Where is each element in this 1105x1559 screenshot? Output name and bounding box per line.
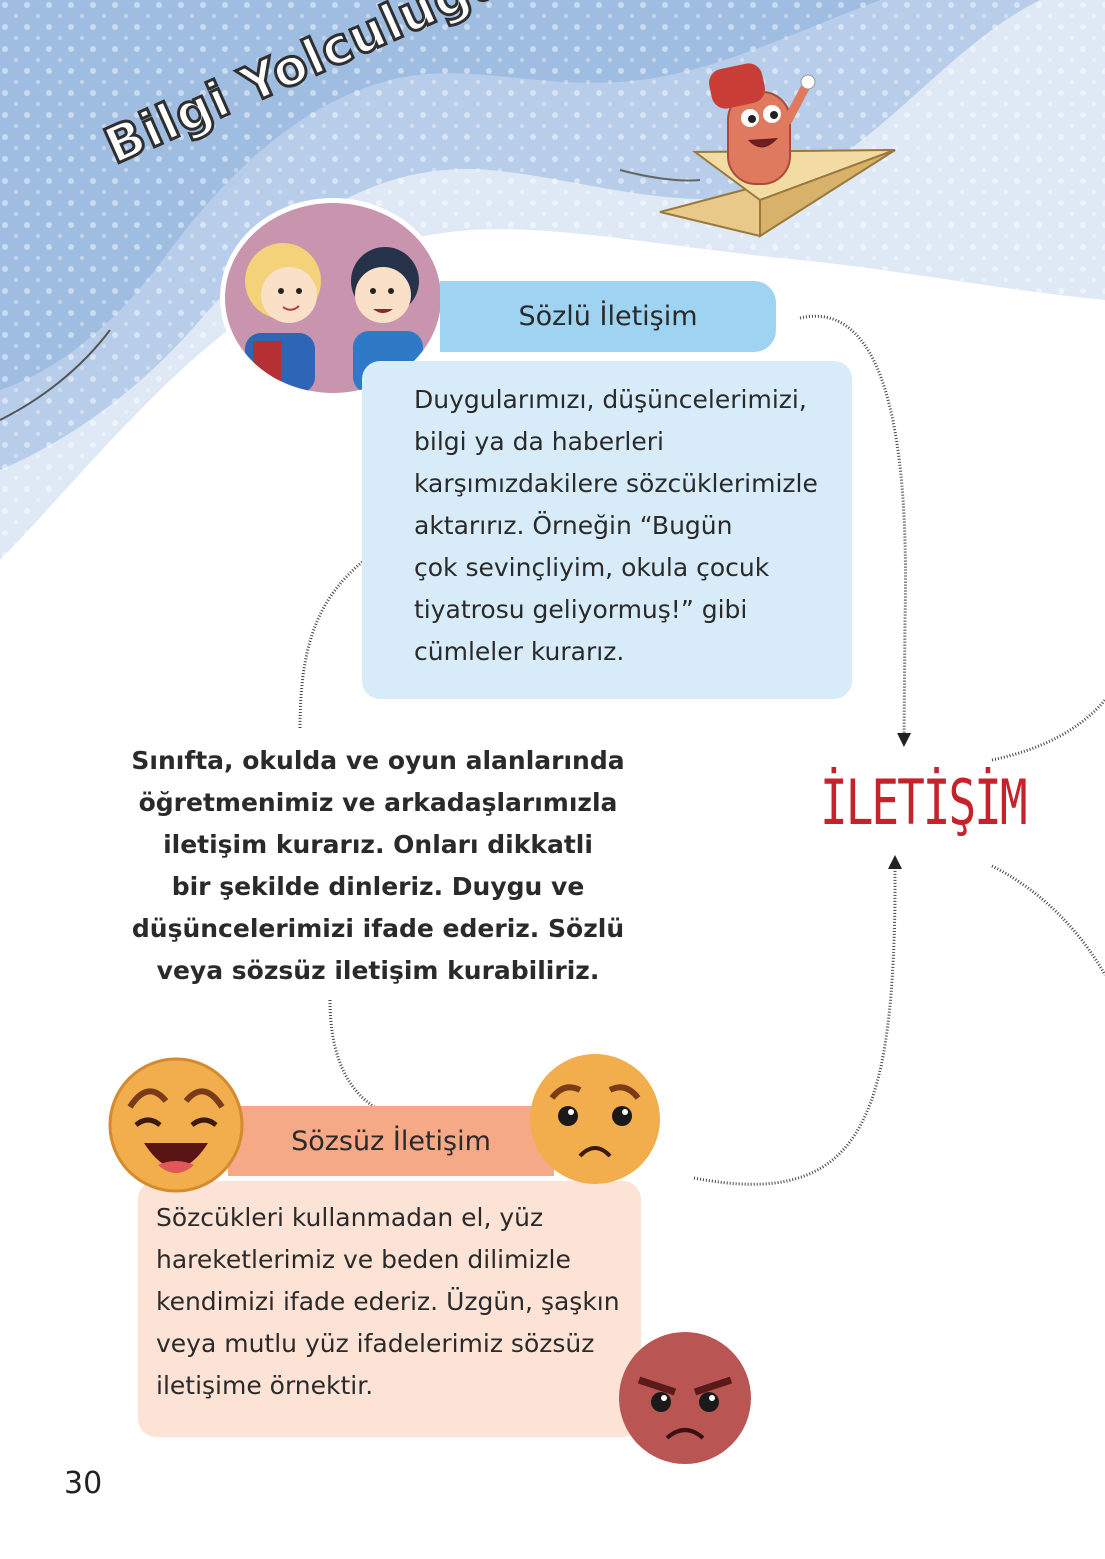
- arrow-sozsuz-to-iletisim: [694, 862, 895, 1184]
- text-line: bilgi ya da haberleri: [414, 427, 664, 456]
- topic-title: İLETİŞİM: [820, 766, 1026, 839]
- arrow-center-to-sozsuz: [330, 1000, 392, 1116]
- text-line: Sözcükleri kullanmadan el, yüz: [156, 1203, 544, 1232]
- text-line: bir şekilde dinleriz. Duygu ve: [171, 872, 585, 901]
- text-line: cümleler kurarız.: [414, 637, 625, 666]
- line-right-top: [992, 700, 1105, 760]
- text-line: veya mutlu yüz ifadelerimiz sözsüz: [156, 1329, 595, 1358]
- center-paragraph: [118, 740, 638, 992]
- text-line: öğretmenimiz ve arkadaşlarımızla: [138, 788, 618, 817]
- text-line: çok sevinçliyim, okula çocuk: [414, 553, 770, 582]
- happy-face-icon: [108, 1057, 244, 1193]
- text-line: düşüncelerimizi ifade ederiz. Sözlü: [131, 914, 625, 943]
- text-line: veya sözsüz iletişim kurabiliriz.: [156, 956, 600, 985]
- text-line: iletişime örnektir.: [156, 1371, 374, 1400]
- line-right-bottom: [992, 866, 1105, 975]
- sozlu-iletisim-box: [362, 361, 852, 699]
- text-line: kendimizi ifade ederiz. Üzgün, şaşkın: [156, 1287, 620, 1316]
- text-line: aktarırız. Örneğin “Bugün: [414, 511, 733, 540]
- angry-face-icon: [617, 1330, 753, 1466]
- sozsuz-iletisim-box: [138, 1181, 641, 1437]
- text-line: Sınıfta, okulda ve oyun alanlarında: [131, 746, 625, 775]
- text-line: karşımızdakilere sözcüklerimizle: [414, 469, 818, 498]
- text-line: hareketlerimiz ve beden dilimizle: [156, 1245, 571, 1274]
- text-line: tiyatrosu geliyormuş!” gibi: [414, 595, 748, 624]
- sozsuz-iletisim-label: Sözsüz İletişim: [228, 1106, 554, 1176]
- sad-face-icon: [528, 1052, 662, 1186]
- page-number: 30: [64, 1466, 103, 1501]
- text-line: iletişim kurarız. Onları dikkatli: [163, 830, 593, 859]
- sozlu-iletisim-label: Sözlü İletişim: [440, 281, 776, 352]
- text-line: Duygularımızı, düşüncelerimizi,: [414, 385, 807, 414]
